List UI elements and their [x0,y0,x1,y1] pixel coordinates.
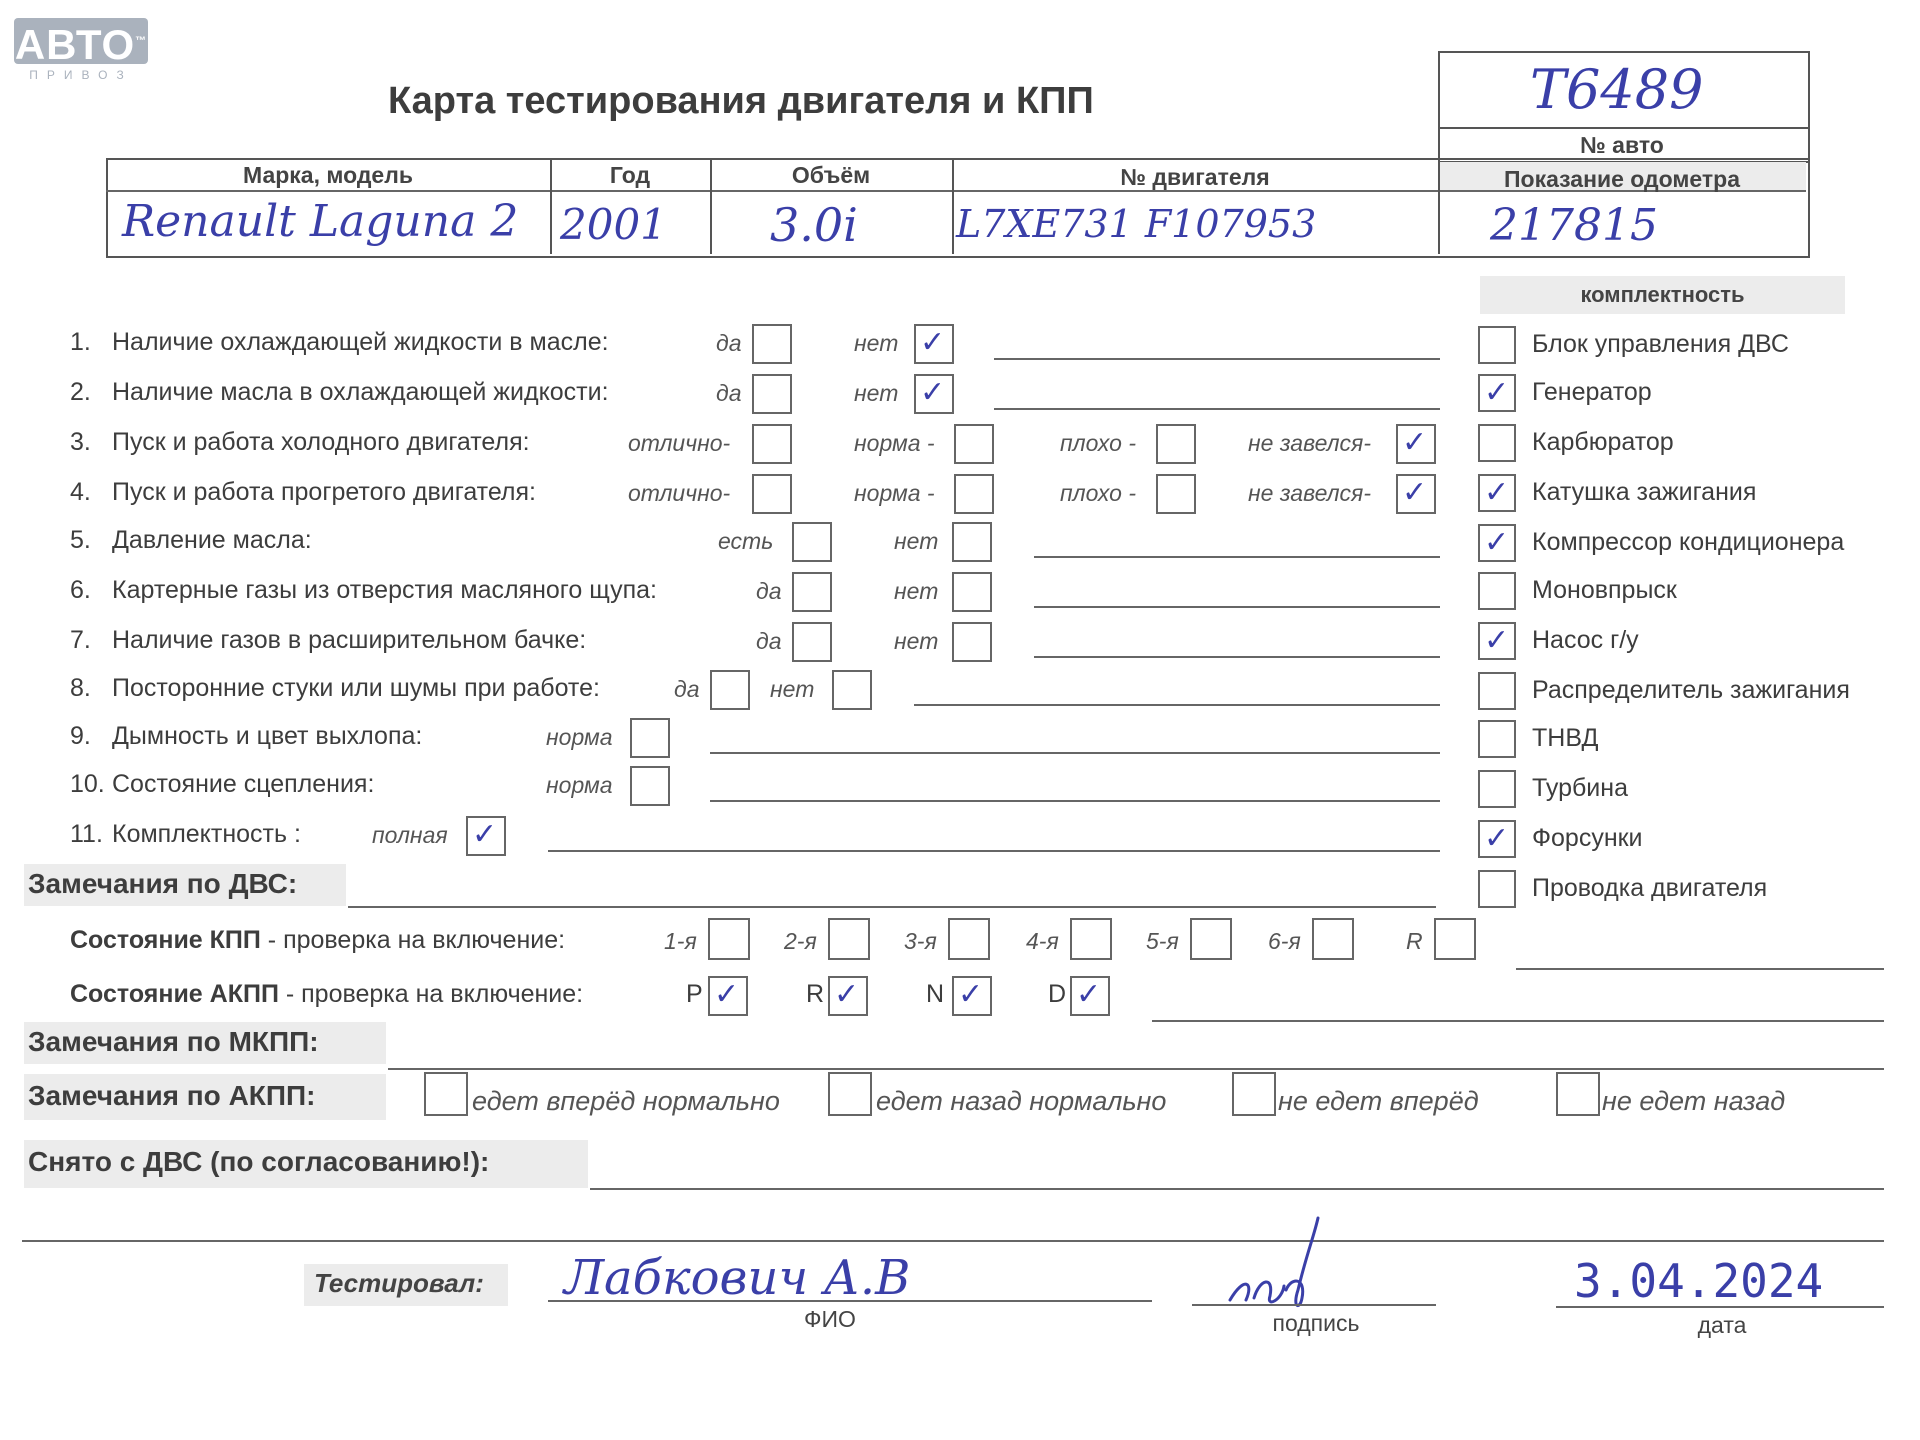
option-checkbox[interactable] [954,474,994,514]
header-engine-number: № двигателя [1120,164,1270,190]
value-volume: 3.0i [770,198,858,252]
option-checkbox[interactable] [914,374,954,414]
complect-title: комплектность [1580,282,1745,307]
option-label: нет [894,578,939,604]
row-question: Наличие газов в расширительном бачке: [112,626,587,654]
option-checkbox[interactable] [752,474,792,514]
check-mark-icon: ✓ [1484,623,1510,658]
gear-label: 2-я [784,928,817,954]
akpp-mode-label: P [686,980,703,1008]
header-odometer: Показание одометра [1504,166,1740,192]
kpp-label: Состояние КПП - проверка на включение: [70,926,566,954]
signature-drawing [1226,1216,1346,1312]
option-label: нет [894,528,939,554]
akpp-option-label: едет вперёд нормально [472,1086,780,1116]
option-label: норма [546,772,613,798]
complect-checkbox[interactable] [1478,720,1516,758]
check-mark-icon: ✓ [958,977,984,1012]
gear-checkbox[interactable] [1434,918,1476,960]
complect-item-label: Компрессор кондиционера [1532,528,1845,556]
row-number: 8. [70,674,91,702]
remarks-mkpp-label: Замечания по МКПП: [28,1026,319,1057]
option-label: нет [854,380,899,406]
akpp-mode-checkbox[interactable] [952,976,992,1016]
complect-checkbox[interactable] [1478,870,1516,908]
brand-logo: АВТО™ [14,18,148,64]
check-mark-icon: ✓ [1076,977,1102,1012]
page-title: Карта тестирования двигателя и КПП [388,80,1094,122]
option-label: не завелся- [1248,430,1372,456]
complect-item-label: Форсунки [1532,824,1643,852]
option-checkbox[interactable] [752,324,792,364]
akpp-line [1152,1020,1884,1022]
option-label: нет [894,628,939,654]
removed-line [590,1188,1884,1190]
option-checkbox[interactable] [952,572,992,612]
option-checkbox[interactable] [1396,474,1436,514]
check-mark-icon: ✓ [834,977,860,1012]
fio-label: ФИО [804,1306,856,1332]
complect-item-label: Насос г/у [1532,626,1639,654]
kpp-line [1516,968,1884,970]
date-label: дата [1697,1312,1747,1338]
option-checkbox[interactable] [832,670,872,710]
complect-item-label: Турбина [1532,774,1628,802]
complect-item-label: Моновпрыск [1532,576,1677,604]
option-checkbox[interactable] [914,324,954,364]
complect-checkbox[interactable] [1478,770,1516,808]
complect-item-label: Карбюратор [1532,428,1674,456]
tester-name: Лабкович А.В [564,1250,911,1306]
remarks-dvs-line [348,906,1436,908]
answer-line [914,704,1440,706]
option-checkbox[interactable] [952,522,992,562]
gear-label: 3-я [904,928,937,954]
option-label: плохо - [1060,430,1136,456]
gear-label: R [1406,928,1423,954]
option-label: да [756,628,782,654]
test-date: 3.04.2024 [1574,1254,1824,1308]
row-question: Наличие масла в охлаждающей жидкости: [112,378,609,406]
remarks-dvs-label: Замечания по ДВС: [28,868,298,899]
answer-line [710,752,1440,754]
akpp-option-checkbox[interactable] [1232,1072,1276,1116]
complect-item-label: ТНВД [1532,724,1599,752]
gear-checkbox[interactable] [948,918,990,960]
row-question: Давление масла: [112,526,312,554]
option-label: да [716,330,742,356]
option-checkbox[interactable] [1156,424,1196,464]
complect-checkbox[interactable] [1478,672,1516,710]
akpp-mode-checkbox[interactable] [1070,976,1110,1016]
row-number: 7. [70,626,91,654]
akpp-mode-label: D [1048,980,1067,1008]
complect-item-label: Проводка двигателя [1532,874,1768,902]
brand-logo-subtitle: ПРИВОЗ [29,68,133,82]
removed-label: Снято с ДВС (по согласованию!): [28,1146,490,1177]
akpp-mode-checkbox[interactable] [828,976,868,1016]
akpp-option-checkbox[interactable] [828,1072,872,1116]
gear-label: 5-я [1146,928,1179,954]
check-mark-icon: ✓ [1484,475,1510,510]
remarks-mkpp-line [388,1068,1884,1070]
gear-checkbox[interactable] [1312,918,1354,960]
check-mark-icon: ✓ [472,817,498,852]
complect-checkbox[interactable] [1478,326,1516,364]
option-label: норма - [854,430,935,456]
row-number: 11. [70,820,103,848]
option-checkbox[interactable] [630,766,670,806]
check-mark-icon: ✓ [1484,525,1510,560]
akpp-option-checkbox[interactable] [424,1072,468,1116]
option-label: да [674,676,700,702]
row-number: 9. [70,722,91,750]
complect-item-label: Распределитель зажигания [1532,676,1850,704]
gear-checkbox[interactable] [708,918,750,960]
check-mark-icon: ✓ [1484,821,1510,856]
option-label: плохо - [1060,480,1136,506]
option-checkbox[interactable] [710,670,750,710]
row-question: Картерные газы из отверстия масляного щупа: [112,576,657,604]
option-label: да [716,380,742,406]
row-number: 6. [70,576,91,604]
akpp-option-checkbox[interactable] [1556,1072,1600,1116]
option-checkbox[interactable] [466,816,506,856]
complect-checkbox[interactable] [1478,374,1516,412]
row-question: Наличие охлаждающей жидкости в масле: [112,328,609,356]
row-number: 4. [70,478,91,506]
row-number: 3. [70,428,91,456]
tested-label: Тестировал: [314,1268,484,1298]
akpp-option-label: едет назад нормально [876,1086,1167,1116]
row-number: 2. [70,378,91,406]
header-make-model: Марка, модель [243,162,413,188]
date-line [1556,1306,1884,1308]
option-checkbox[interactable] [752,374,792,414]
check-mark-icon: ✓ [1402,425,1428,460]
value-odometer: 217815 [1490,200,1658,251]
gear-label: 1-я [664,928,697,954]
row-question: Состояние сцепления: [112,770,375,798]
answer-line [994,408,1440,410]
value-engine-number: L7XE731 F107953 [956,202,1317,246]
akpp-mode-label: N [926,980,945,1008]
option-label: да [756,578,782,604]
separator-line [22,1240,1884,1242]
akpp-mode-checkbox[interactable] [708,976,748,1016]
row-question: Дымность и цвет выхлопа: [112,722,423,750]
option-label: отлично- [628,430,731,456]
complect-item-label: Блок управления ДВС [1532,330,1789,358]
complect-checkbox[interactable] [1478,820,1516,858]
option-label: есть [718,528,774,554]
gear-label: 6-я [1268,928,1301,954]
value-year: 2001 [560,200,667,249]
option-checkbox[interactable] [752,424,792,464]
header-year: Год [609,162,651,188]
gear-checkbox[interactable] [1190,918,1232,960]
complect-checkbox[interactable] [1478,524,1516,562]
option-checkbox[interactable] [792,572,832,612]
check-mark-icon: ✓ [714,977,740,1012]
header-volume: Объём [791,162,871,188]
gear-checkbox[interactable] [828,918,870,960]
complect-checkbox[interactable] [1478,622,1516,660]
option-label: норма - [854,480,935,506]
row-question: Комплектность : [112,820,301,848]
akpp-option-label: не едет вперёд [1278,1086,1479,1116]
complect-checkbox[interactable] [1478,474,1516,512]
auto-number-label: № авто [1580,132,1664,158]
value-make-model: Renault Laguna 2 [122,196,519,247]
option-checkbox[interactable] [792,522,832,562]
option-checkbox[interactable] [1396,424,1436,464]
check-mark-icon: ✓ [1402,475,1428,510]
option-label: нет [854,330,899,356]
row-question: Посторонние стуки или шумы при работе: [112,674,600,702]
complect-item-label: Катушка зажигания [1532,478,1757,506]
answer-line [1034,556,1440,558]
option-checkbox[interactable] [630,718,670,758]
option-checkbox[interactable] [1156,474,1196,514]
option-label: норма [546,724,613,750]
check-mark-icon: ✓ [920,375,946,410]
answer-line [548,850,1440,852]
option-label: отлично- [628,480,731,506]
option-label: полная [372,822,448,848]
answer-line [1034,606,1440,608]
gear-checkbox[interactable] [1070,918,1112,960]
option-label: нет [770,676,815,702]
row-number: 10. [70,770,105,798]
row-question: Пуск и работа прогретого двигателя: [112,478,536,506]
check-mark-icon: ✓ [1484,375,1510,410]
akpp-label: Состояние АКПП - проверка на включение: [70,980,584,1008]
option-label: не завелся- [1248,480,1372,506]
option-checkbox[interactable] [952,622,992,662]
akpp-mode-label: R [806,980,825,1008]
fio-line [548,1300,1152,1302]
complect-checkbox[interactable] [1478,572,1516,610]
akpp-option-label: не едет назад [1602,1086,1786,1116]
row-number: 1. [70,328,91,356]
complect-item-label: Генератор [1532,378,1652,406]
row-number: 5. [70,526,91,554]
signature-line [1192,1304,1436,1306]
option-checkbox[interactable] [792,622,832,662]
gear-label: 4-я [1026,928,1059,954]
answer-line [994,358,1440,360]
answer-line [1034,656,1440,658]
auto-number-value: Т6489 [1530,58,1704,121]
row-question: Пуск и работа холодного двигателя: [112,428,530,456]
option-checkbox[interactable] [954,424,994,464]
complect-checkbox[interactable] [1478,424,1516,462]
signature-label: подпись [1272,1310,1360,1336]
check-mark-icon: ✓ [920,325,946,360]
remarks-akpp-label: Замечания по АКПП: [28,1080,316,1111]
answer-line [710,800,1440,802]
